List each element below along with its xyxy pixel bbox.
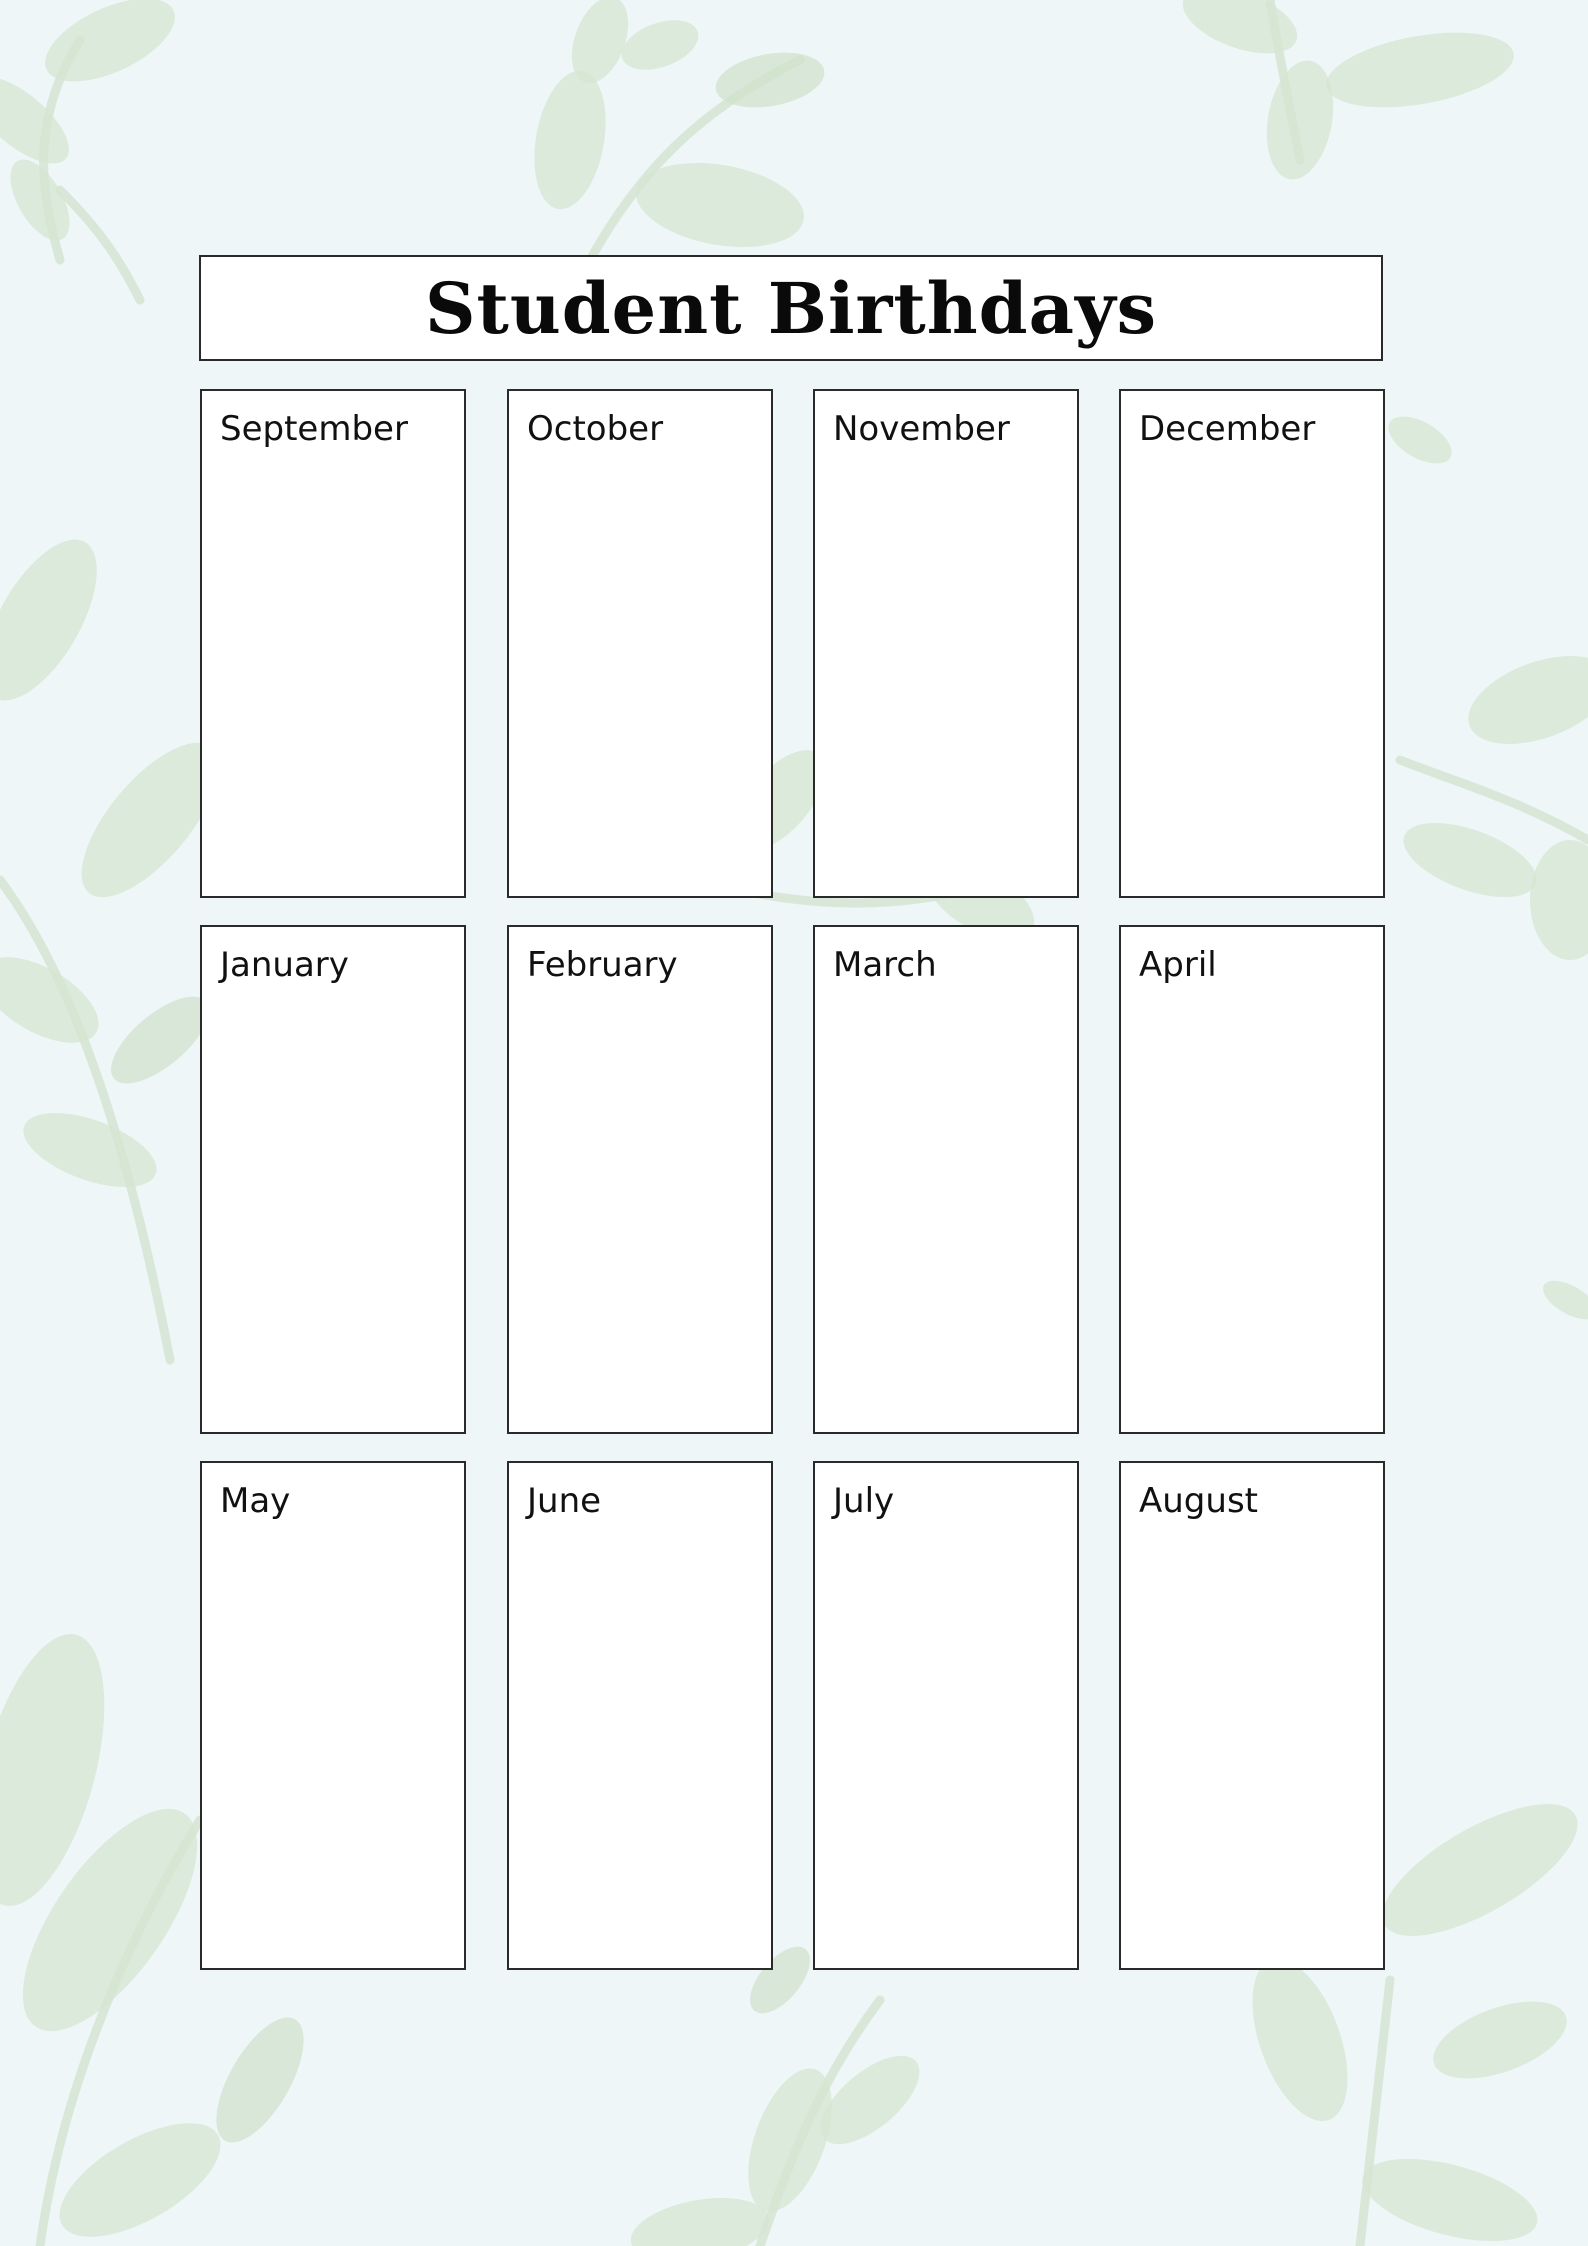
month-box-november[interactable] bbox=[813, 389, 1079, 898]
month-label: April bbox=[1139, 945, 1217, 985]
month-box-december[interactable] bbox=[1119, 389, 1385, 898]
month-label: May bbox=[220, 1481, 291, 1521]
title-box bbox=[199, 255, 1383, 361]
month-box-february[interactable] bbox=[507, 925, 773, 1434]
month-box-april[interactable] bbox=[1119, 925, 1385, 1434]
month-label: December bbox=[1139, 409, 1316, 449]
month-box-june[interactable] bbox=[507, 1461, 773, 1970]
month-label: September bbox=[220, 409, 408, 449]
month-label: July bbox=[833, 1481, 895, 1521]
month-box-march[interactable] bbox=[813, 925, 1079, 1434]
month-label: October bbox=[527, 409, 664, 449]
month-box-october[interactable] bbox=[507, 389, 773, 898]
page-title: Student Birthdays bbox=[424, 267, 1158, 350]
month-box-september[interactable] bbox=[200, 389, 466, 898]
month-label: March bbox=[833, 945, 937, 985]
month-label: August bbox=[1139, 1481, 1258, 1521]
month-label: June bbox=[527, 1481, 602, 1521]
month-label: January bbox=[220, 945, 349, 985]
month-box-july[interactable] bbox=[813, 1461, 1079, 1970]
month-box-august[interactable] bbox=[1119, 1461, 1385, 1970]
month-box-may[interactable] bbox=[200, 1461, 466, 1970]
month-box-january[interactable] bbox=[200, 925, 466, 1434]
month-label: February bbox=[527, 945, 678, 985]
month-label: November bbox=[833, 409, 1010, 449]
